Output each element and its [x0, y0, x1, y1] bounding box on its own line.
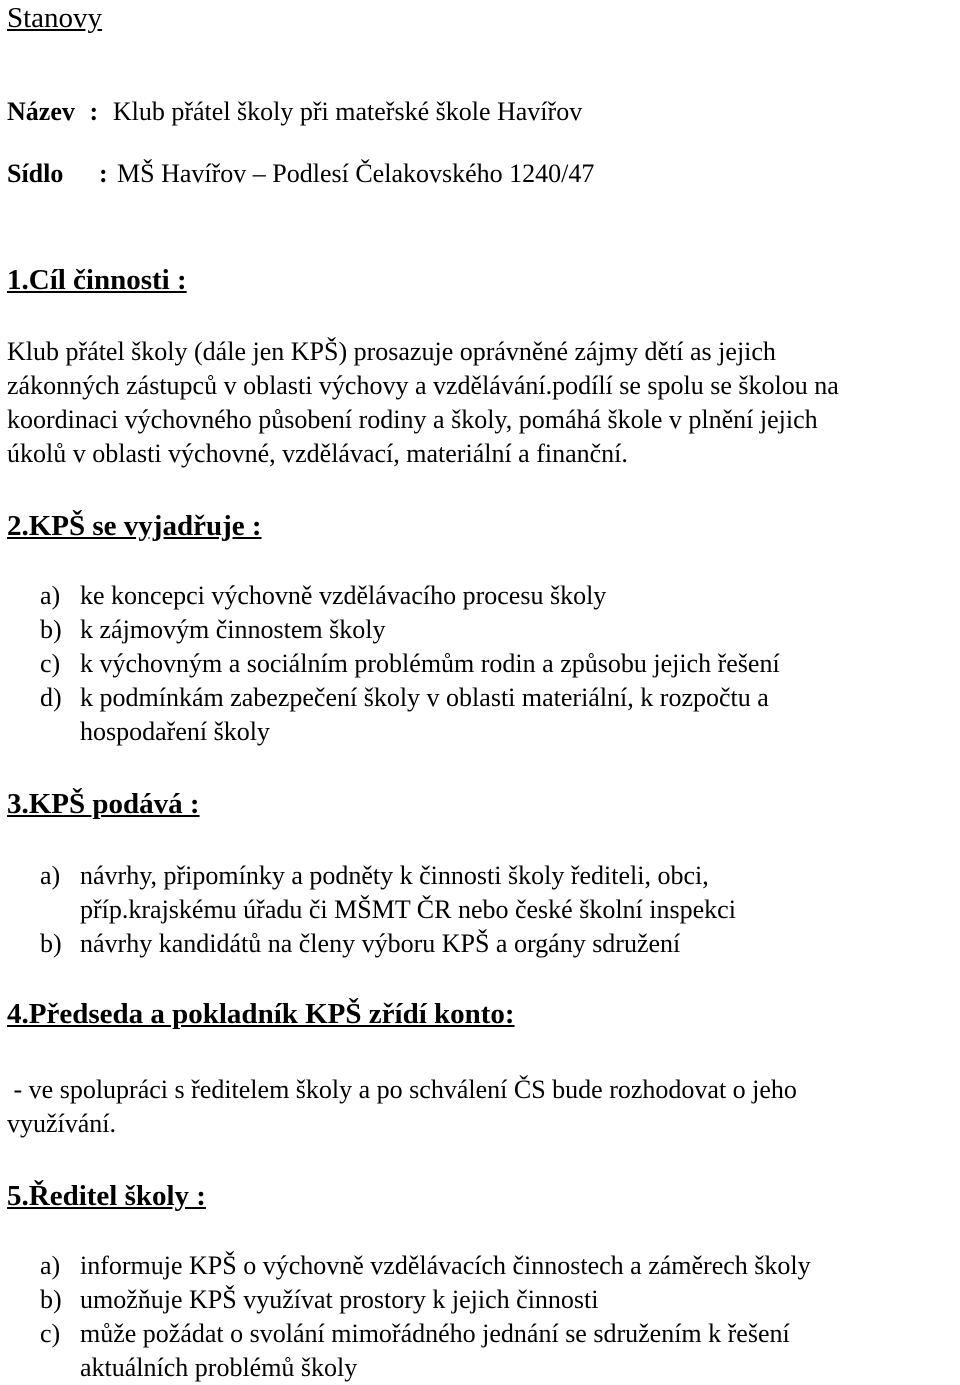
item-marker: a) [40, 1251, 61, 1280]
item-text: k zájmovým činnostem školy [80, 615, 386, 644]
item-text: návrhy kandidátů na členy výboru KPŠ a orgány sdružení [80, 929, 681, 958]
section-1-heading: 1.Cíl činnosti : [7, 264, 187, 296]
item-text: návrhy, připomínky a podněty k činnosti školy řediteli, obci, [80, 861, 709, 890]
seat-row [7, 158, 594, 190]
item-marker: a) [40, 861, 61, 890]
item-text: k podmínkám zabezpečení školy v oblasti materiální, k rozpočtu a [80, 683, 769, 712]
name-value: Klub přátel školy při mateřské škole Havířov [112, 97, 583, 126]
section-5-item-continuation: aktuálních problémů školy [80, 1353, 358, 1382]
item-marker: b) [40, 615, 62, 644]
section-1-line: Klub přátel školy (dále jen KPŠ) prosazuje oprávněné zájmy dětí as jejich [7, 337, 776, 366]
name-row [7, 96, 582, 128]
item-marker: a) [40, 581, 61, 610]
section-3-item [40, 860, 709, 892]
item-marker: c) [40, 649, 61, 678]
section-2-item [40, 580, 606, 612]
section-1-line: zákonných zástupců v oblasti výchovy a vzdělávání.podílí se spolu se školou na [7, 371, 839, 400]
item-marker: d) [40, 683, 62, 712]
section-2-item [40, 682, 769, 714]
section-3-heading: 3.KPŠ podává : [7, 788, 200, 820]
name-label: Název [7, 97, 75, 126]
item-marker: c) [40, 1319, 61, 1348]
section-2-item [40, 648, 780, 680]
item-text: může požádat o svolání mimořádného jednání se sdružením k řešení [80, 1319, 790, 1348]
seat-value: MŠ Havířov – Podlesí Čelakovského 1240/47 [117, 159, 595, 188]
section-2-heading: 2.KPŠ se vyjadřuje : [7, 510, 262, 542]
section-5-item [40, 1318, 790, 1350]
section-1-line: úkolů v oblasti výchovné, vzdělávací, materiální a finanční. [7, 439, 628, 468]
section-4-line: využívání. [7, 1109, 117, 1138]
section-1-line: koordinaci výchovného působení rodiny a školy, pomáhá škole v plnění jejich [7, 405, 818, 434]
item-text: umožňuje KPŠ využívat prostory k jejich činnosti [80, 1285, 599, 1314]
section-5-heading: 5.Ředitel školy : [7, 1180, 206, 1212]
section-4-line: - ve spolupráci s ředitelem školy a po schválení ČS bude rozhodovat o jeho [7, 1075, 797, 1104]
section-5-item [40, 1250, 811, 1282]
seat-label: Sídlo [7, 159, 64, 188]
seat-separator: : [99, 159, 108, 188]
section-2-item-continuation: hospodaření školy [80, 717, 270, 746]
item-marker: b) [40, 929, 62, 958]
item-text: ke koncepci výchovně vzdělávacího procesu školy [80, 581, 607, 610]
item-text: k výchovným a sociálním problémům rodin a způsobu jejich řešení [80, 649, 780, 678]
section-2-item [40, 614, 385, 646]
section-4-heading: 4.Předseda a pokladník KPŠ zřídí konto: [7, 998, 515, 1030]
item-marker: b) [40, 1285, 62, 1314]
section-5-item [40, 1284, 599, 1316]
name-separator: : [89, 97, 99, 126]
document-title: Stanovy [7, 2, 103, 34]
item-text: informuje KPŠ o výchovně vzdělávacích činnostech a záměrech školy [80, 1251, 811, 1280]
section-3-item-continuation: příp.krajskému úřadu či MŠMT ČR nebo české školní inspekci [80, 895, 736, 924]
section-3-item [40, 928, 680, 960]
